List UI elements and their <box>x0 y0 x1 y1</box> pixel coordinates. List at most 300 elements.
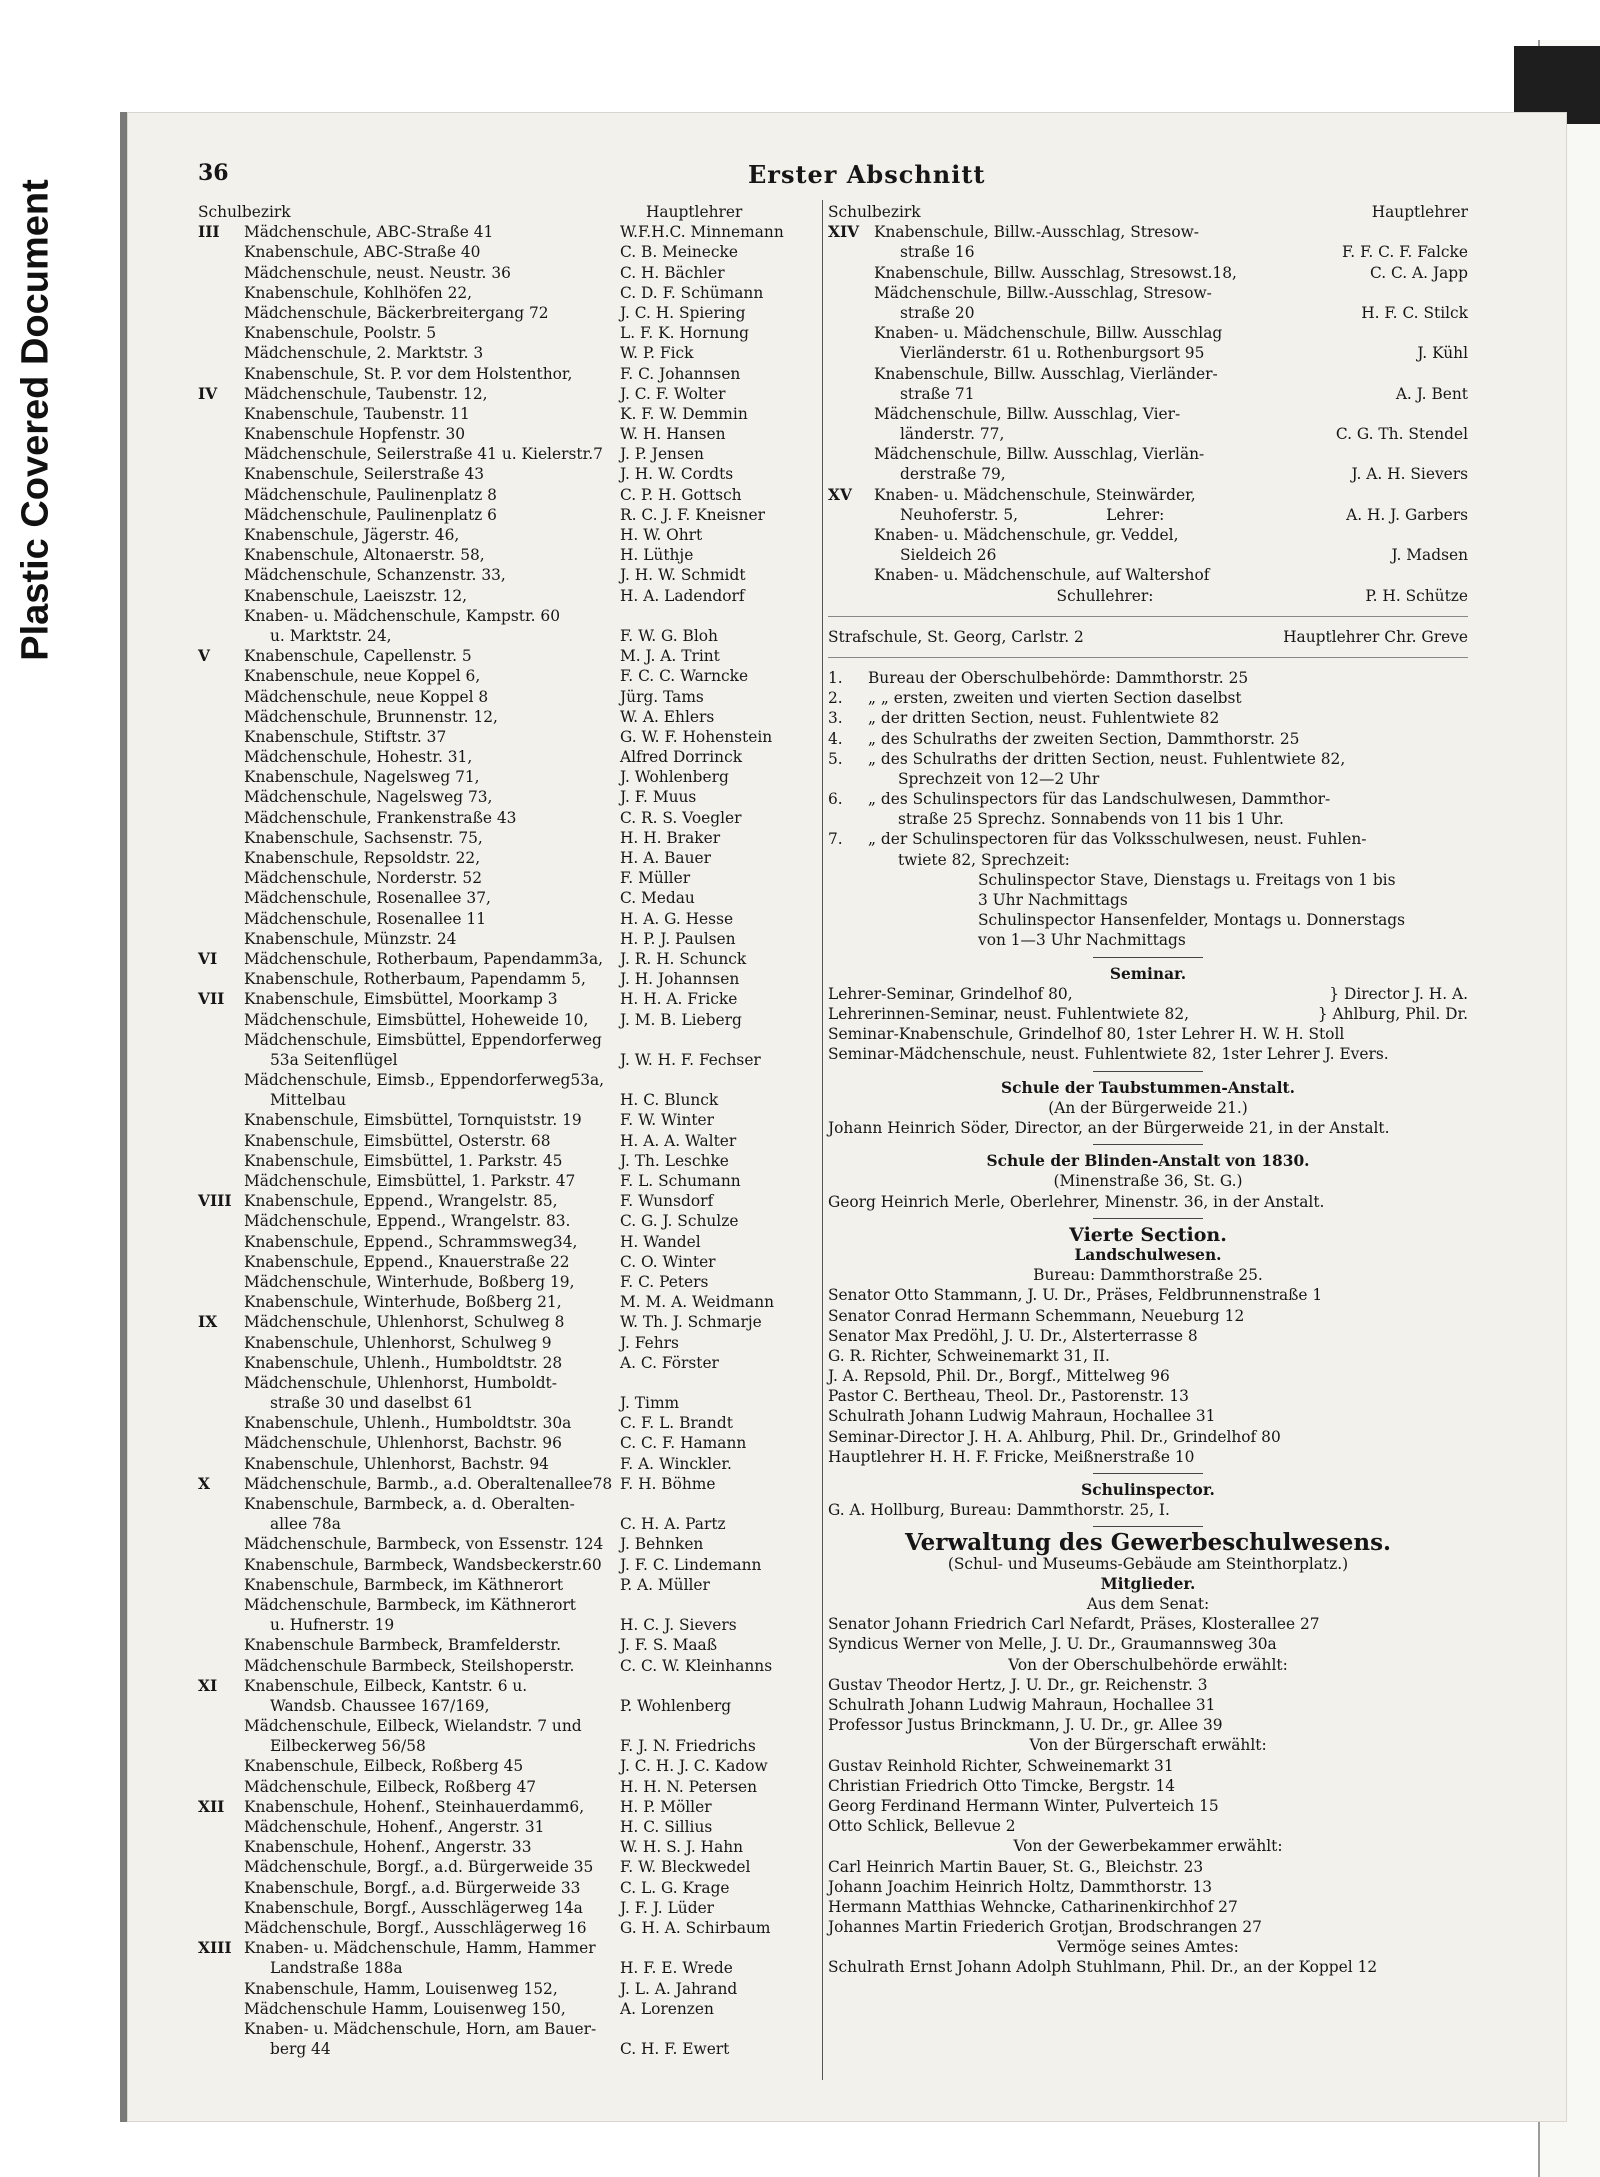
head-teacher: F. F. C. F. Falcke <box>1342 243 1468 262</box>
school-row <box>198 989 818 1009</box>
head-teacher: F. J. N. Friedrichs <box>620 1737 756 1756</box>
school-name: Knabenschule, Billw.-Ausschlag, Stresow- <box>874 223 1199 242</box>
school-row <box>198 1615 818 1635</box>
col-head-district: Schulbezirk <box>198 203 291 221</box>
rule <box>828 657 1468 658</box>
school-name: Knabenschule, Borgf., Ausschlägerweg 14a <box>244 1898 583 1917</box>
school-row <box>828 404 1468 424</box>
head-teacher: F. C. Peters <box>620 1272 709 1291</box>
mitglieder-title: Mitglieder. <box>1100 1574 1196 1593</box>
rule <box>1093 1144 1203 1145</box>
school-name: Knaben- u. Mädchenschule, Billw. Ausschlag <box>874 324 1223 343</box>
school-row <box>828 242 1468 262</box>
school-row <box>198 929 818 949</box>
commission-member: Senator Otto Stammann, J. U. Dr., Präses, Feldbrunnenstraße 1 <box>828 1286 1323 1305</box>
school-name: Knabenschule, Hohenf., Steinhauerdamm6, <box>244 1797 585 1816</box>
head-teacher: J. M. B. Lieberg <box>620 1010 742 1029</box>
school-name: Mädchenschule, Brunnenstr. 12, <box>244 707 498 726</box>
school-name: Mädchenschule, Norderstr. 52 <box>244 869 483 888</box>
head-teacher: C. H. A. Partz <box>620 1515 726 1534</box>
bureau-number: 4. <box>828 729 843 748</box>
school-row <box>198 1151 818 1171</box>
bureau-row <box>828 749 1468 769</box>
bureau-text: Bureau der Oberschulbehörde: Dammthorstr. 25 <box>868 668 1249 687</box>
taubstummen-title: Schule der Taubstummen-Anstalt. <box>1001 1078 1295 1097</box>
school-row <box>198 1938 818 1958</box>
school-row <box>828 586 1468 606</box>
bureau-row <box>828 708 1468 728</box>
school-row <box>198 808 818 828</box>
school-row <box>198 485 818 505</box>
school-name: Knaben- u. Mädchenschule, Kampstr. 60 <box>244 606 560 625</box>
landschulwesen-bureau: Bureau: Dammthorstraße 25. <box>1033 1266 1263 1285</box>
school-name: Knabenschule, St. P. vor dem Holstenthor, <box>244 364 573 383</box>
school-row <box>198 1716 818 1736</box>
school-row <box>198 1050 818 1070</box>
school-row <box>198 303 818 323</box>
school-row <box>198 1777 818 1797</box>
school-name: Knabenschule, ABC-Straße 40 <box>244 243 481 262</box>
school-row <box>828 222 1468 242</box>
seminar-name: Seminar-Mädchenschule, neust. Fuhlentwiete 82, 1ster Lehrer J. Evers. <box>828 1045 1389 1064</box>
school-row <box>198 888 818 908</box>
commission-member: Seminar-Director J. H. A. Ahlburg, Phil. Dr., Grindelhof 80 <box>828 1427 1281 1446</box>
school-name: Knaben- u. Mädchenschule, gr. Veddel, <box>874 526 1179 544</box>
school-row <box>198 1595 818 1615</box>
school-name: Knabenschule, Barmbeck, im Käthnerort <box>244 1575 564 1594</box>
district-number: XI <box>198 1676 218 1695</box>
school-name: Eilbeckerweg 56/58 <box>270 1737 426 1756</box>
taubstummen-director: Johann Heinrich Söder, Director, an der Bürgerweide 21, in der Anstalt. <box>828 1118 1390 1137</box>
commission-member: Pastor C. Bertheau, Theol. Dr., Pastorenstr. 13 <box>828 1387 1189 1406</box>
head-teacher: G. H. A. Schirbaum <box>620 1918 771 1937</box>
commission-member: Schulrath Johann Ludwig Mahraun, Hochallee 31 <box>828 1407 1216 1426</box>
head-teacher: R. C. J. F. Kneisner <box>620 505 765 524</box>
school-name: Knabenschule, Sachsenstr. 75, <box>244 828 483 847</box>
head-teacher: J. F. J. Lüder <box>620 1898 715 1917</box>
blinden-title: Schule der Blinden-Anstalt von 1830. <box>986 1152 1310 1171</box>
buergerschaft-heading: Von der Bürgerschaft erwählt: <box>1029 1736 1267 1755</box>
school-name: Knabenschule, Uhlenh., Humboldtstr. 28 <box>244 1353 563 1372</box>
bureau-row <box>828 829 1468 849</box>
school-row <box>198 1736 818 1756</box>
school-row <box>198 828 818 848</box>
school-name: Knaben- u. Mädchenschule, Steinwärder, <box>874 485 1196 504</box>
school-name: Mädchenschule, Uhlenhorst, Schulweg 8 <box>244 1313 565 1332</box>
school-name: Mädchenschule, Billw.-Ausschlag, Stresow- <box>874 283 1212 302</box>
school-name: Mädchenschule, Eimsbüttel, 1. Parkstr. 47 <box>244 1172 576 1190</box>
school-name: Knabenschule, Uhlenhorst, Bachstr. 94 <box>244 1454 549 1473</box>
district-number: III <box>198 223 220 242</box>
school-row <box>198 1030 818 1050</box>
school-row <box>198 1373 818 1393</box>
school-name: Mädchenschule, Hohestr. 31, <box>244 748 473 767</box>
bureau-text: Schulinspector Hansenfelder, Montags u. Donnerstags <box>978 911 1406 930</box>
school-name: Mädchenschule Barmbeck, Steilshoperstr. <box>244 1656 575 1675</box>
bureau-number: 7. <box>828 830 843 849</box>
head-teacher: C. B. Meinecke <box>620 243 738 262</box>
head-teacher: A. H. J. Garbers <box>1346 505 1468 524</box>
blinden-address: (Minenstraße 36, St. G.) <box>1053 1172 1243 1191</box>
school-row <box>198 464 818 484</box>
head-teacher: Alfred Dorrinck <box>620 748 743 767</box>
school-name: länderstr. 77, <box>900 425 1005 444</box>
member-row: Johannes Martin Friederich Grotjan, Brodschrangen 27 <box>828 1918 1262 1937</box>
school-name: Knabenschule, Eimsbüttel, Moorkamp 3 <box>244 990 558 1009</box>
school-name: u. Marktstr. 24, <box>270 626 392 645</box>
school-row <box>198 1878 818 1898</box>
head-teacher: H. A. A. Walter <box>620 1131 737 1150</box>
bureau-number: 1. <box>828 668 843 687</box>
school-name: Mädchenschule, Rosenallee 11 <box>244 909 486 928</box>
school-row <box>198 727 818 747</box>
head-teacher: A. C. Förster <box>620 1353 719 1372</box>
head-teacher: J. Timm <box>620 1394 680 1413</box>
head-teacher: H. F. C. Stilck <box>1361 303 1468 322</box>
school-name: Mädchenschule, Borgf., a.d. Bürgerweide 35 <box>244 1858 594 1877</box>
head-teacher: J. H. W. Schmidt <box>620 566 746 585</box>
rule <box>1093 1473 1203 1474</box>
school-name: Sieldeich 26 <box>900 546 997 565</box>
school-row <box>198 1272 818 1292</box>
col-head-district: Schulbezirk <box>828 203 921 221</box>
school-row <box>198 1676 818 1696</box>
district-number: X <box>198 1474 210 1493</box>
head-teacher: F. C. C. Warncke <box>620 667 749 686</box>
school-row <box>198 1999 818 2019</box>
head-teacher: H. H. A. Fricke <box>620 990 738 1009</box>
left-column-header <box>198 202 818 222</box>
head-teacher: J. A. H. Sievers <box>1351 465 1468 484</box>
head-teacher: M. M. A. Weidmann <box>620 1293 775 1312</box>
school-name: Mädchenschule, Eilbeck, Wielandstr. 7 und <box>244 1717 582 1736</box>
school-row <box>198 1555 818 1575</box>
school-row <box>828 323 1468 343</box>
head-teacher: Hauptlehrer Chr. Greve <box>1283 627 1468 646</box>
blinden-teacher: Georg Heinrich Merle, Oberlehrer, Minenstr. 36, in der Anstalt. <box>828 1192 1325 1211</box>
school-row <box>828 303 1468 323</box>
school-row <box>198 283 818 303</box>
school-row <box>198 1232 818 1252</box>
head-teacher: W. A. Ehlers <box>620 707 715 726</box>
seminar-row <box>828 1024 1468 1044</box>
bureau-row <box>828 809 1468 829</box>
school-name: Knabenschule, Seilerstraße 43 <box>244 465 485 484</box>
left-column <box>198 202 818 2059</box>
school-row <box>198 626 818 646</box>
gewerbe-address: (Schul- und Museums-Gebäude am Steinthorplatz.) <box>947 1554 1349 1573</box>
school-row <box>198 1797 818 1817</box>
head-teacher: C. D. F. Schümann <box>620 283 764 302</box>
school-name: Knabenschule, Capellenstr. 5 <box>244 647 472 666</box>
commission-member: Senator Conrad Hermann Schemmann, Neueburg 12 <box>828 1306 1245 1325</box>
rule <box>828 616 1468 617</box>
bureau-text: „ „ ersten, zweiten und vierten Section daselbst <box>868 689 1242 708</box>
school-name: Mädchenschule, neust. Neustr. 36 <box>244 263 511 282</box>
school-row <box>198 1090 818 1110</box>
head-teacher: J. C. F. Wolter <box>620 384 726 403</box>
school-name: Mädchenschule, Nagelsweg 73, <box>244 788 493 807</box>
head-teacher: J. Wohlenberg <box>620 768 729 787</box>
school-name: straße 20 <box>900 303 975 322</box>
district-number: XIII <box>198 1939 232 1958</box>
school-row <box>198 1454 818 1474</box>
head-teacher: J. F. C. Lindemann <box>620 1555 762 1574</box>
head-teacher: F. H. Böhme <box>620 1474 716 1493</box>
bureau-text: „ des Schulinspectors für das Landschulwesen, Dammthor- <box>868 790 1331 809</box>
school-name: Mädchenschule, Eimsbüttel, Hoheweide 10, <box>244 1010 589 1029</box>
school-name: Knabenschule, Hamm, Louisenweg 152, <box>244 1979 558 1998</box>
school-row <box>198 1292 818 1312</box>
school-name: Mädchenschule, Barmbeck, im Käthnerort <box>244 1595 576 1614</box>
head-teacher: W. Th. J. Schmarje <box>620 1313 762 1332</box>
school-name: Knabenschule, Altonaerstr. 58, <box>244 546 485 565</box>
school-row <box>828 444 1468 464</box>
school-row <box>198 848 818 868</box>
member-row: Georg Ferdinand Hermann Winter, Pulverteich 15 <box>828 1796 1219 1815</box>
school-name: Knabenschule, Hohenf., Angerstr. 33 <box>244 1838 532 1857</box>
landschulwesen-title: Landschulwesen. <box>1074 1245 1222 1264</box>
bureau-text: „ des Schulraths der zweiten Section, Dammthorstr. 25 <box>868 729 1300 748</box>
member-row: Gustav Reinhold Richter, Schweinemarkt 31 <box>828 1756 1174 1775</box>
schulinspector-line: G. A. Hollburg, Bureau: Dammthorstr. 25, I. <box>828 1501 1170 1520</box>
bureau-number: 3. <box>828 709 843 728</box>
head-teacher: W.F.H.C. Minnemann <box>620 223 784 242</box>
head-teacher: A. J. Bent <box>1395 384 1468 403</box>
school-name: Knaben- u. Mädchenschule, auf Waltershof <box>874 566 1210 585</box>
bureau-text: von 1—3 Uhr Nachmittags <box>978 931 1186 950</box>
school-name: Mädchenschule, Eppend., Wrangelstr. 83. <box>244 1212 571 1231</box>
school-row <box>198 969 818 989</box>
school-name: Mädchenschule, Rosenallee 37, <box>244 889 491 908</box>
bureau-row <box>828 930 1468 950</box>
school-name: Mädchenschule, Frankenstraße 43 <box>244 808 517 827</box>
school-row <box>198 1433 818 1453</box>
school-name: Mädchenschule, Winterhude, Boßberg 19, <box>244 1272 575 1291</box>
school-name: Knabenschule, neue Koppel 6, <box>244 667 481 686</box>
seminar-row <box>828 1044 1468 1064</box>
seminar-director: } Ahlburg, Phil. Dr. <box>1317 1004 1468 1023</box>
school-name: straße 71 <box>900 384 975 403</box>
head-teacher: W. P. Fick <box>620 344 694 363</box>
bureau-text: „ der Schulinspectoren für das Volksschulwesen, neust. Fuhlen- <box>868 830 1367 849</box>
school-row <box>198 747 818 767</box>
school-name: Knabenschule, Winterhude, Boßberg 21, <box>244 1293 562 1312</box>
gewerbe-title: Verwaltung des Gewerbeschulwesens. <box>904 1529 1392 1557</box>
school-name: Knabenschule, Kohlhöfen 22, <box>244 283 473 302</box>
school-name: Knabenschule, Eppend., Wrangelstr. 85, <box>244 1192 558 1211</box>
head-teacher: J. C. H. J. C. Kadow <box>620 1757 768 1776</box>
school-row <box>198 1817 818 1837</box>
school-name: Knabenschule, Billw. Ausschlag, Vierländer- <box>874 364 1218 383</box>
head-teacher: C. O. Winter <box>620 1252 716 1271</box>
amt-heading: Vermöge seines Amtes: <box>1057 1938 1239 1957</box>
school-name: Knabenschule, Uhlenhorst, Schulweg 9 <box>244 1333 552 1352</box>
head-teacher: J. Th. Leschke <box>620 1151 729 1170</box>
school-name: Mädchenschule, Eimsbüttel, Eppendorferweg <box>244 1030 602 1049</box>
school-name: Mädchenschule, Barmb., a.d. Oberaltenallee78 <box>244 1474 613 1493</box>
school-name: 53a Seitenflügel <box>270 1050 398 1069</box>
school-row <box>198 242 818 262</box>
school-row <box>198 2039 818 2059</box>
school-name: Mädchenschule, Schanzenstr. 33, <box>244 566 506 585</box>
seminar-director: } Director J. H. A. <box>1329 984 1468 1003</box>
school-name: Mädchenschule, Eilbeck, Roßberg 47 <box>244 1777 537 1796</box>
school-name: Mädchenschule, Eimsb., Eppendorferweg53a, <box>244 1071 605 1090</box>
head-teacher: J. Fehrs <box>620 1333 679 1352</box>
school-row <box>828 525 1468 545</box>
school-row <box>198 323 818 343</box>
bureau-text: Schulinspector Stave, Dienstags u. Freitags von 1 bis <box>978 870 1396 889</box>
head-teacher: J. F. Muus <box>620 788 697 807</box>
school-name: Knabenschule, Poolstr. 5 <box>244 324 437 343</box>
strafschule-row <box>828 627 1468 647</box>
school-row <box>198 1191 818 1211</box>
head-teacher: F. W. G. Bloh <box>620 626 718 645</box>
school-row <box>198 1494 818 1514</box>
school-row <box>198 787 818 807</box>
school-name: Knaben- u. Mädchenschule, Horn, am Bauer- <box>244 2019 597 2038</box>
school-row <box>198 263 818 283</box>
member-row: Schulrath Ernst Johann Adolph Stuhlmann, Phil. Dr., an der Koppel 12 <box>828 1958 1378 1977</box>
school-name: Mädchenschule, Hohenf., Angerstr. 31 <box>244 1818 545 1836</box>
school-name: Knabenschule, Taubenstr. 11 <box>244 404 470 423</box>
school-name: Mädchenschule, Taubenstr. 12, <box>244 384 488 403</box>
school-name: Knabenschule, Stiftstr. 37 <box>244 727 447 746</box>
head-teacher: P. A. Müller <box>620 1575 710 1594</box>
school-row <box>198 565 818 585</box>
bureau-text: 3 Uhr Nachmittags <box>978 891 1128 909</box>
school-name: Neuhoferstr. 5, Lehrer: <box>900 505 1165 524</box>
school-row <box>828 565 1468 585</box>
school-row <box>198 1474 818 1494</box>
head-teacher: H. A. Ladendorf <box>620 586 745 605</box>
school-row <box>198 1211 818 1231</box>
bureau-number: 5. <box>828 749 843 768</box>
col-head-teacher: Hauptlehrer <box>1371 203 1468 221</box>
member-row: Syndicus Werner von Melle, J. U. Dr., Graumannsweg 30a <box>828 1635 1277 1654</box>
commission-member: Hauptlehrer H. H. F. Fricke, Meißnerstraße 10 <box>828 1447 1195 1466</box>
school-name: Mädchenschule, Barmbeck, von Essenstr. 124 <box>244 1535 604 1554</box>
head-teacher: W. H. Hansen <box>620 425 726 444</box>
bureau-row <box>828 910 1468 930</box>
member-row: Johann Joachim Heinrich Holtz, Dammthorstr. 13 <box>828 1877 1213 1896</box>
school-name: Knaben- u. Mädchenschule, Hamm, Hammer <box>244 1939 596 1958</box>
school-name: Knabenschule, Laeiszstr. 12, <box>244 586 468 605</box>
district-number: IV <box>198 384 218 403</box>
school-row <box>198 1171 818 1191</box>
member-row: Hermann Matthias Wehncke, Catharinenkirchhof 27 <box>828 1897 1238 1916</box>
head-teacher: C. H. Bächler <box>620 263 725 282</box>
school-row <box>828 283 1468 303</box>
head-teacher: F. W. Winter <box>620 1111 715 1130</box>
school-name: Mädchenschule, Billw. Ausschlag, Vierlän- <box>874 445 1205 464</box>
school-name: Knabenschule, Billw. Ausschlag, Stresowst.18, <box>874 263 1237 282</box>
school-name: Mittelbau <box>270 1091 347 1110</box>
school-row <box>198 222 818 242</box>
head-teacher: C. R. S. Voegler <box>620 808 742 827</box>
school-name: Mädchenschule Hamm, Louisenweg 150, <box>244 1999 566 2018</box>
school-row <box>828 384 1468 404</box>
school-row <box>198 424 818 444</box>
rule <box>1093 1218 1203 1219</box>
school-row <box>198 606 818 626</box>
school-row <box>828 464 1468 484</box>
school-name: straße 16 <box>900 243 975 262</box>
school-row <box>198 707 818 727</box>
school-row <box>198 687 818 707</box>
school-row <box>198 2019 818 2039</box>
member-row: Carl Heinrich Martin Bauer, St. G., Bleichstr. 23 <box>828 1857 1204 1876</box>
school-name: Mädchenschule, 2. Marktstr. 3 <box>244 344 484 363</box>
school-row <box>198 1110 818 1130</box>
school-name: berg 44 <box>270 2040 331 2059</box>
commission-member: Senator Max Predöhl, J. U. Dr., Alsterterrasse 8 <box>828 1326 1198 1345</box>
district-number: VI <box>198 949 218 968</box>
gewerbekammer-heading: Von der Gewerbekammer erwählt: <box>1013 1837 1283 1856</box>
head-teacher: J. C. H. Spiering <box>620 303 746 322</box>
school-row <box>198 1413 818 1433</box>
head-teacher: J. Behnken <box>620 1535 704 1554</box>
school-row <box>198 646 818 666</box>
school-row <box>828 263 1468 283</box>
head-teacher: H. C. Blunck <box>620 1091 719 1110</box>
bureau-text: Sprechzeit von 12—2 Uhr <box>898 769 1100 788</box>
member-row: Otto Schlick, Bellevue 2 <box>828 1817 1016 1836</box>
school-row <box>198 505 818 525</box>
bureau-text: „ der dritten Section, neust. Fuhlentwiete 82 <box>868 709 1220 728</box>
seminar-title: Seminar. <box>1109 964 1187 983</box>
school-row <box>198 1575 818 1595</box>
school-row <box>198 444 818 464</box>
school-name: Mädchenschule, neue Koppel 8 <box>244 687 489 706</box>
school-row <box>828 505 1468 525</box>
school-row <box>198 1252 818 1272</box>
commission-member: G. R. Richter, Schweinemarkt 31, II. <box>828 1346 1110 1365</box>
school-name: Mädchenschule, Uhlenhorst, Humboldt- <box>244 1373 557 1392</box>
taubstummen-address: (An der Bürgerweide 21.) <box>1048 1098 1248 1117</box>
school-row <box>198 909 818 929</box>
school-row <box>198 1756 818 1776</box>
head-teacher: W. H. S. J. Hahn <box>620 1838 744 1857</box>
bureau-text: „ des Schulraths der dritten Section, neust. Fuhlentwiete 82, <box>868 749 1346 768</box>
seminar-name: Seminar-Knabenschule, Grindelhof 80, 1ster Lehrer H. W. H. Stoll <box>828 1025 1345 1044</box>
member-row: Schulrath Johann Ludwig Mahraun, Hochallee 31 <box>828 1695 1216 1714</box>
head-teacher: J. Madsen <box>1391 546 1468 565</box>
school-row <box>198 1353 818 1373</box>
bureau-row <box>828 688 1468 708</box>
rule <box>1093 957 1203 958</box>
district-number: XV <box>828 485 852 504</box>
school-name: Mädchenschule, Billw. Ausschlag, Vier- <box>874 404 1181 423</box>
head-teacher: H. C. Sillius <box>620 1818 713 1836</box>
right-column-header <box>828 202 1468 222</box>
head-teacher: F. Wunsdorf <box>620 1192 714 1211</box>
school-name: Knabenschule, Borgf., a.d. Bürgerweide 33 <box>244 1878 581 1897</box>
school-row <box>828 485 1468 505</box>
school-name: Knabenschule, Nagelsweg 71, <box>244 768 480 787</box>
school-name: u. Hufnerstr. 19 <box>270 1616 395 1635</box>
vierte-section-title: Vierte Section. <box>1069 1223 1227 1246</box>
school-name: derstraße 79, <box>900 465 1006 484</box>
district-number: V <box>198 647 210 666</box>
school-name: Knabenschule Hopfenstr. 30 <box>244 425 466 444</box>
school-row <box>198 868 818 888</box>
school-row <box>198 384 818 404</box>
school-row <box>828 343 1468 363</box>
school-row <box>198 1131 818 1151</box>
schulinspector-title: Schulinspector. <box>1081 1481 1215 1499</box>
